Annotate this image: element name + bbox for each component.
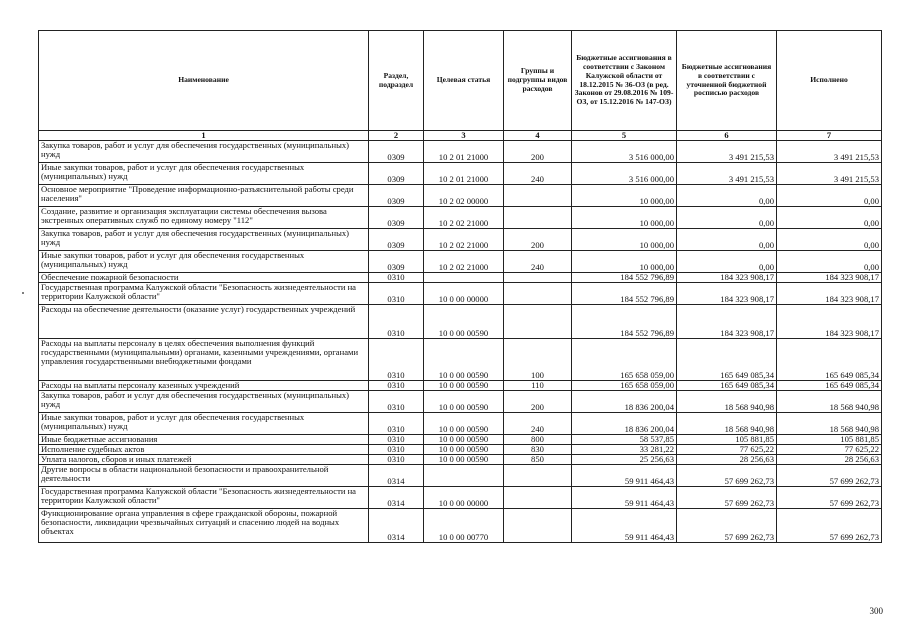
- row-law-amount: 10 000,00: [572, 229, 677, 251]
- row-group: [504, 185, 572, 207]
- row-name: Иные закупки товаров, работ и услуг для обеспечения государственных (муниципальных) нужд: [39, 413, 369, 435]
- row-law-amount: 25 256,63: [572, 455, 677, 465]
- row-executed-amount: 28 256,63: [777, 455, 882, 465]
- scan-speck: [22, 292, 24, 294]
- row-law-amount: 184 552 796,89: [572, 283, 677, 305]
- row-target: 10 0 00 00000: [424, 487, 504, 509]
- row-section: 0314: [369, 465, 424, 487]
- row-refined-amount: 0,00: [677, 185, 777, 207]
- table-row: [39, 185, 882, 207]
- row-name: Основное мероприятие "Проведение информационно-разъяснительной работы среди населения": [39, 185, 369, 207]
- row-target: 10 0 00 00590: [424, 381, 504, 391]
- table-row: [39, 381, 882, 391]
- row-target: 10 0 00 00590: [424, 305, 504, 339]
- row-target: 10 2 02 21000: [424, 251, 504, 273]
- row-refined-amount: 18 568 940,98: [677, 391, 777, 413]
- row-target: 10 0 00 00590: [424, 435, 504, 445]
- row-name: Расходы на выплаты персоналу в целях обеспечения выполнения функций государственными (муниципальными) органами, казенными учреждениями, органами управления государственными внебюджетными фондами: [39, 339, 369, 381]
- row-target: 10 2 02 21000: [424, 229, 504, 251]
- row-group: [504, 273, 572, 283]
- column-number: 4: [504, 131, 572, 141]
- row-name: Создание, развитие и организация эксплуатации системы обеспечения вызова экстренных оперативных служб по единому номеру "112": [39, 207, 369, 229]
- row-name: Иные бюджетные ассигнования: [39, 435, 369, 445]
- row-group: [504, 509, 572, 543]
- row-group: [504, 207, 572, 229]
- row-executed-amount: 0,00: [777, 207, 882, 229]
- row-group: 100: [504, 339, 572, 381]
- row-refined-amount: 0,00: [677, 229, 777, 251]
- table-row: [39, 509, 882, 543]
- row-name: Расходы на обеспечение деятельности (оказание услуг) государственных учреждений: [39, 305, 369, 339]
- row-refined-amount: 3 491 215,53: [677, 141, 777, 163]
- row-refined-amount: 0,00: [677, 251, 777, 273]
- row-law-amount: 10 000,00: [572, 207, 677, 229]
- row-section: 0314: [369, 487, 424, 509]
- row-section: 0314: [369, 509, 424, 543]
- row-refined-amount: 28 256,63: [677, 455, 777, 465]
- row-section: 0309: [369, 251, 424, 273]
- table-row: [39, 229, 882, 251]
- table-body: [39, 141, 882, 543]
- row-law-amount: 18 836 200,04: [572, 391, 677, 413]
- row-target: 10 0 00 00590: [424, 445, 504, 455]
- row-name: Расходы на выплаты персоналу казенных учреждений: [39, 381, 369, 391]
- row-executed-amount: 3 491 215,53: [777, 163, 882, 185]
- row-section: 0309: [369, 207, 424, 229]
- table-row: [39, 445, 882, 455]
- row-law-amount: 59 911 464,43: [572, 465, 677, 487]
- row-law-amount: 3 516 000,00: [572, 141, 677, 163]
- row-target: 10 2 01 21000: [424, 141, 504, 163]
- row-refined-amount: 0,00: [677, 207, 777, 229]
- row-target: 10 0 00 00000: [424, 283, 504, 305]
- header-target: Целевая статья: [424, 31, 504, 131]
- table-row: [39, 283, 882, 305]
- row-section: 0310: [369, 455, 424, 465]
- row-law-amount: 3 516 000,00: [572, 163, 677, 185]
- row-section: 0310: [369, 435, 424, 445]
- row-group: [504, 283, 572, 305]
- row-target: [424, 273, 504, 283]
- column-number: 5: [572, 131, 677, 141]
- row-group: 830: [504, 445, 572, 455]
- row-law-amount: 18 836 200,04: [572, 413, 677, 435]
- row-executed-amount: 184 323 908,17: [777, 273, 882, 283]
- row-name: Исполнение судебных актов: [39, 445, 369, 455]
- table-row: [39, 207, 882, 229]
- table-row: [39, 273, 882, 283]
- row-law-amount: 165 658 059,00: [572, 339, 677, 381]
- row-law-amount: 58 537,85: [572, 435, 677, 445]
- row-name: Закупка товаров, работ и услуг для обеспечения государственных (муниципальных) нужд: [39, 229, 369, 251]
- row-group: 110: [504, 381, 572, 391]
- row-refined-amount: 57 699 262,73: [677, 465, 777, 487]
- table-row: [39, 487, 882, 509]
- row-refined-amount: 184 323 908,17: [677, 283, 777, 305]
- table-row: [39, 455, 882, 465]
- table-row: [39, 465, 882, 487]
- row-group: 850: [504, 455, 572, 465]
- row-executed-amount: 0,00: [777, 251, 882, 273]
- row-name: Закупка товаров, работ и услуг для обеспечения государственных (муниципальных) нужд: [39, 141, 369, 163]
- row-executed-amount: 184 323 908,17: [777, 305, 882, 339]
- column-numbers-row: [39, 131, 882, 141]
- table-row: [39, 305, 882, 339]
- row-target: 10 0 00 00590: [424, 391, 504, 413]
- row-name: Иные закупки товаров, работ и услуг для обеспечения государственных (муниципальных) нужд: [39, 163, 369, 185]
- row-section: 0310: [369, 339, 424, 381]
- row-section: 0309: [369, 141, 424, 163]
- row-refined-amount: 105 881,85: [677, 435, 777, 445]
- row-refined-amount: 184 323 908,17: [677, 305, 777, 339]
- column-number: 3: [424, 131, 504, 141]
- row-executed-amount: 77 625,22: [777, 445, 882, 455]
- row-group: [504, 487, 572, 509]
- row-section: 0309: [369, 185, 424, 207]
- row-law-amount: 33 281,22: [572, 445, 677, 455]
- row-executed-amount: 57 699 262,73: [777, 465, 882, 487]
- row-refined-amount: 18 568 940,98: [677, 413, 777, 435]
- table-row: [39, 435, 882, 445]
- row-refined-amount: 165 649 085,34: [677, 381, 777, 391]
- table-row: [39, 413, 882, 435]
- row-executed-amount: 18 568 940,98: [777, 413, 882, 435]
- row-name: Уплата налогов, сборов и иных платежей: [39, 455, 369, 465]
- row-group: [504, 305, 572, 339]
- row-target: 10 2 02 21000: [424, 207, 504, 229]
- row-executed-amount: 57 699 262,73: [777, 487, 882, 509]
- header-name: Наименование: [39, 31, 369, 131]
- row-name: Обеспечение пожарной безопасности: [39, 273, 369, 283]
- row-law-amount: 59 911 464,43: [572, 487, 677, 509]
- row-law-amount: 10 000,00: [572, 251, 677, 273]
- row-name: Другие вопросы в области национальной безопасности и правоохранительной деятельности: [39, 465, 369, 487]
- row-group: 240: [504, 163, 572, 185]
- row-section: 0309: [369, 229, 424, 251]
- header-groups: Группы и подгруппы видов расходов: [504, 31, 572, 131]
- row-law-amount: 184 552 796,89: [572, 305, 677, 339]
- row-group: 200: [504, 141, 572, 163]
- table-row: [39, 141, 882, 163]
- row-target: 10 0 00 00770: [424, 509, 504, 543]
- column-number: 7: [777, 131, 882, 141]
- row-section: 0309: [369, 163, 424, 185]
- row-name: Государственная программа Калужской области "Безопасность жизнедеятельности на территории Калужской области": [39, 283, 369, 305]
- row-target: 10 0 00 00590: [424, 455, 504, 465]
- row-group: 800: [504, 435, 572, 445]
- row-group: 240: [504, 413, 572, 435]
- row-executed-amount: 0,00: [777, 185, 882, 207]
- row-section: 0310: [369, 305, 424, 339]
- table-row: [39, 339, 882, 381]
- row-refined-amount: 57 699 262,73: [677, 487, 777, 509]
- row-section: 0310: [369, 413, 424, 435]
- row-executed-amount: 3 491 215,53: [777, 141, 882, 163]
- column-number: 2: [369, 131, 424, 141]
- row-refined-amount: 3 491 215,53: [677, 163, 777, 185]
- row-section: 0310: [369, 273, 424, 283]
- row-executed-amount: 18 568 940,98: [777, 391, 882, 413]
- header-section: Раздел, подраздел: [369, 31, 424, 131]
- row-target: 10 0 00 00590: [424, 339, 504, 381]
- row-name: Государственная программа Калужской области "Безопасность жизнедеятельности на территории Калужской области": [39, 487, 369, 509]
- row-target: 10 2 01 21000: [424, 163, 504, 185]
- row-executed-amount: 105 881,85: [777, 435, 882, 445]
- budget-table: [38, 30, 882, 543]
- row-executed-amount: 57 699 262,73: [777, 509, 882, 543]
- table-header-row: [39, 31, 882, 131]
- row-section: 0310: [369, 283, 424, 305]
- row-group: 240: [504, 251, 572, 273]
- row-refined-amount: 77 625,22: [677, 445, 777, 455]
- header-law-appropriations: Бюджетные ассигнования в соответствии с Законом Калужской области от 18.12.2015 № 36-ОЗ (в ред. Законов от 29.08.2016 № 109-ОЗ, от 15.12.2016 № 147-ОЗ): [572, 31, 677, 131]
- header-refined-appropriations: Бюджетные ассигнования в соответствии с уточненной бюджетной росписью расходов: [677, 31, 777, 131]
- header-executed: Исполнено: [777, 31, 882, 131]
- row-section: 0310: [369, 445, 424, 455]
- row-name: Функционирование органа управления в сфере гражданской обороны, пожарной безопасности, ликвидации чрезвычайных ситуаций и спасению людей на водных объектах: [39, 509, 369, 543]
- row-refined-amount: 165 649 085,34: [677, 339, 777, 381]
- row-target: 10 2 02 00000: [424, 185, 504, 207]
- row-law-amount: 165 658 059,00: [572, 381, 677, 391]
- row-section: 0310: [369, 391, 424, 413]
- page-number: 300: [869, 606, 883, 616]
- column-number: 6: [677, 131, 777, 141]
- row-law-amount: 10 000,00: [572, 185, 677, 207]
- column-number: 1: [39, 131, 369, 141]
- row-law-amount: 59 911 464,43: [572, 509, 677, 543]
- row-executed-amount: 0,00: [777, 229, 882, 251]
- row-group: 200: [504, 391, 572, 413]
- row-name: Закупка товаров, работ и услуг для обеспечения государственных (муниципальных) нужд: [39, 391, 369, 413]
- row-executed-amount: 184 323 908,17: [777, 283, 882, 305]
- row-law-amount: 184 552 796,89: [572, 273, 677, 283]
- row-group: [504, 465, 572, 487]
- row-refined-amount: 57 699 262,73: [677, 509, 777, 543]
- row-target: [424, 465, 504, 487]
- row-refined-amount: 184 323 908,17: [677, 273, 777, 283]
- table-row: [39, 391, 882, 413]
- row-section: 0310: [369, 381, 424, 391]
- row-group: 200: [504, 229, 572, 251]
- row-name: Иные закупки товаров, работ и услуг для обеспечения государственных (муниципальных) нужд: [39, 251, 369, 273]
- row-executed-amount: 165 649 085,34: [777, 381, 882, 391]
- row-target: 10 0 00 00590: [424, 413, 504, 435]
- table-row: [39, 163, 882, 185]
- table-row: [39, 251, 882, 273]
- row-executed-amount: 165 649 085,34: [777, 339, 882, 381]
